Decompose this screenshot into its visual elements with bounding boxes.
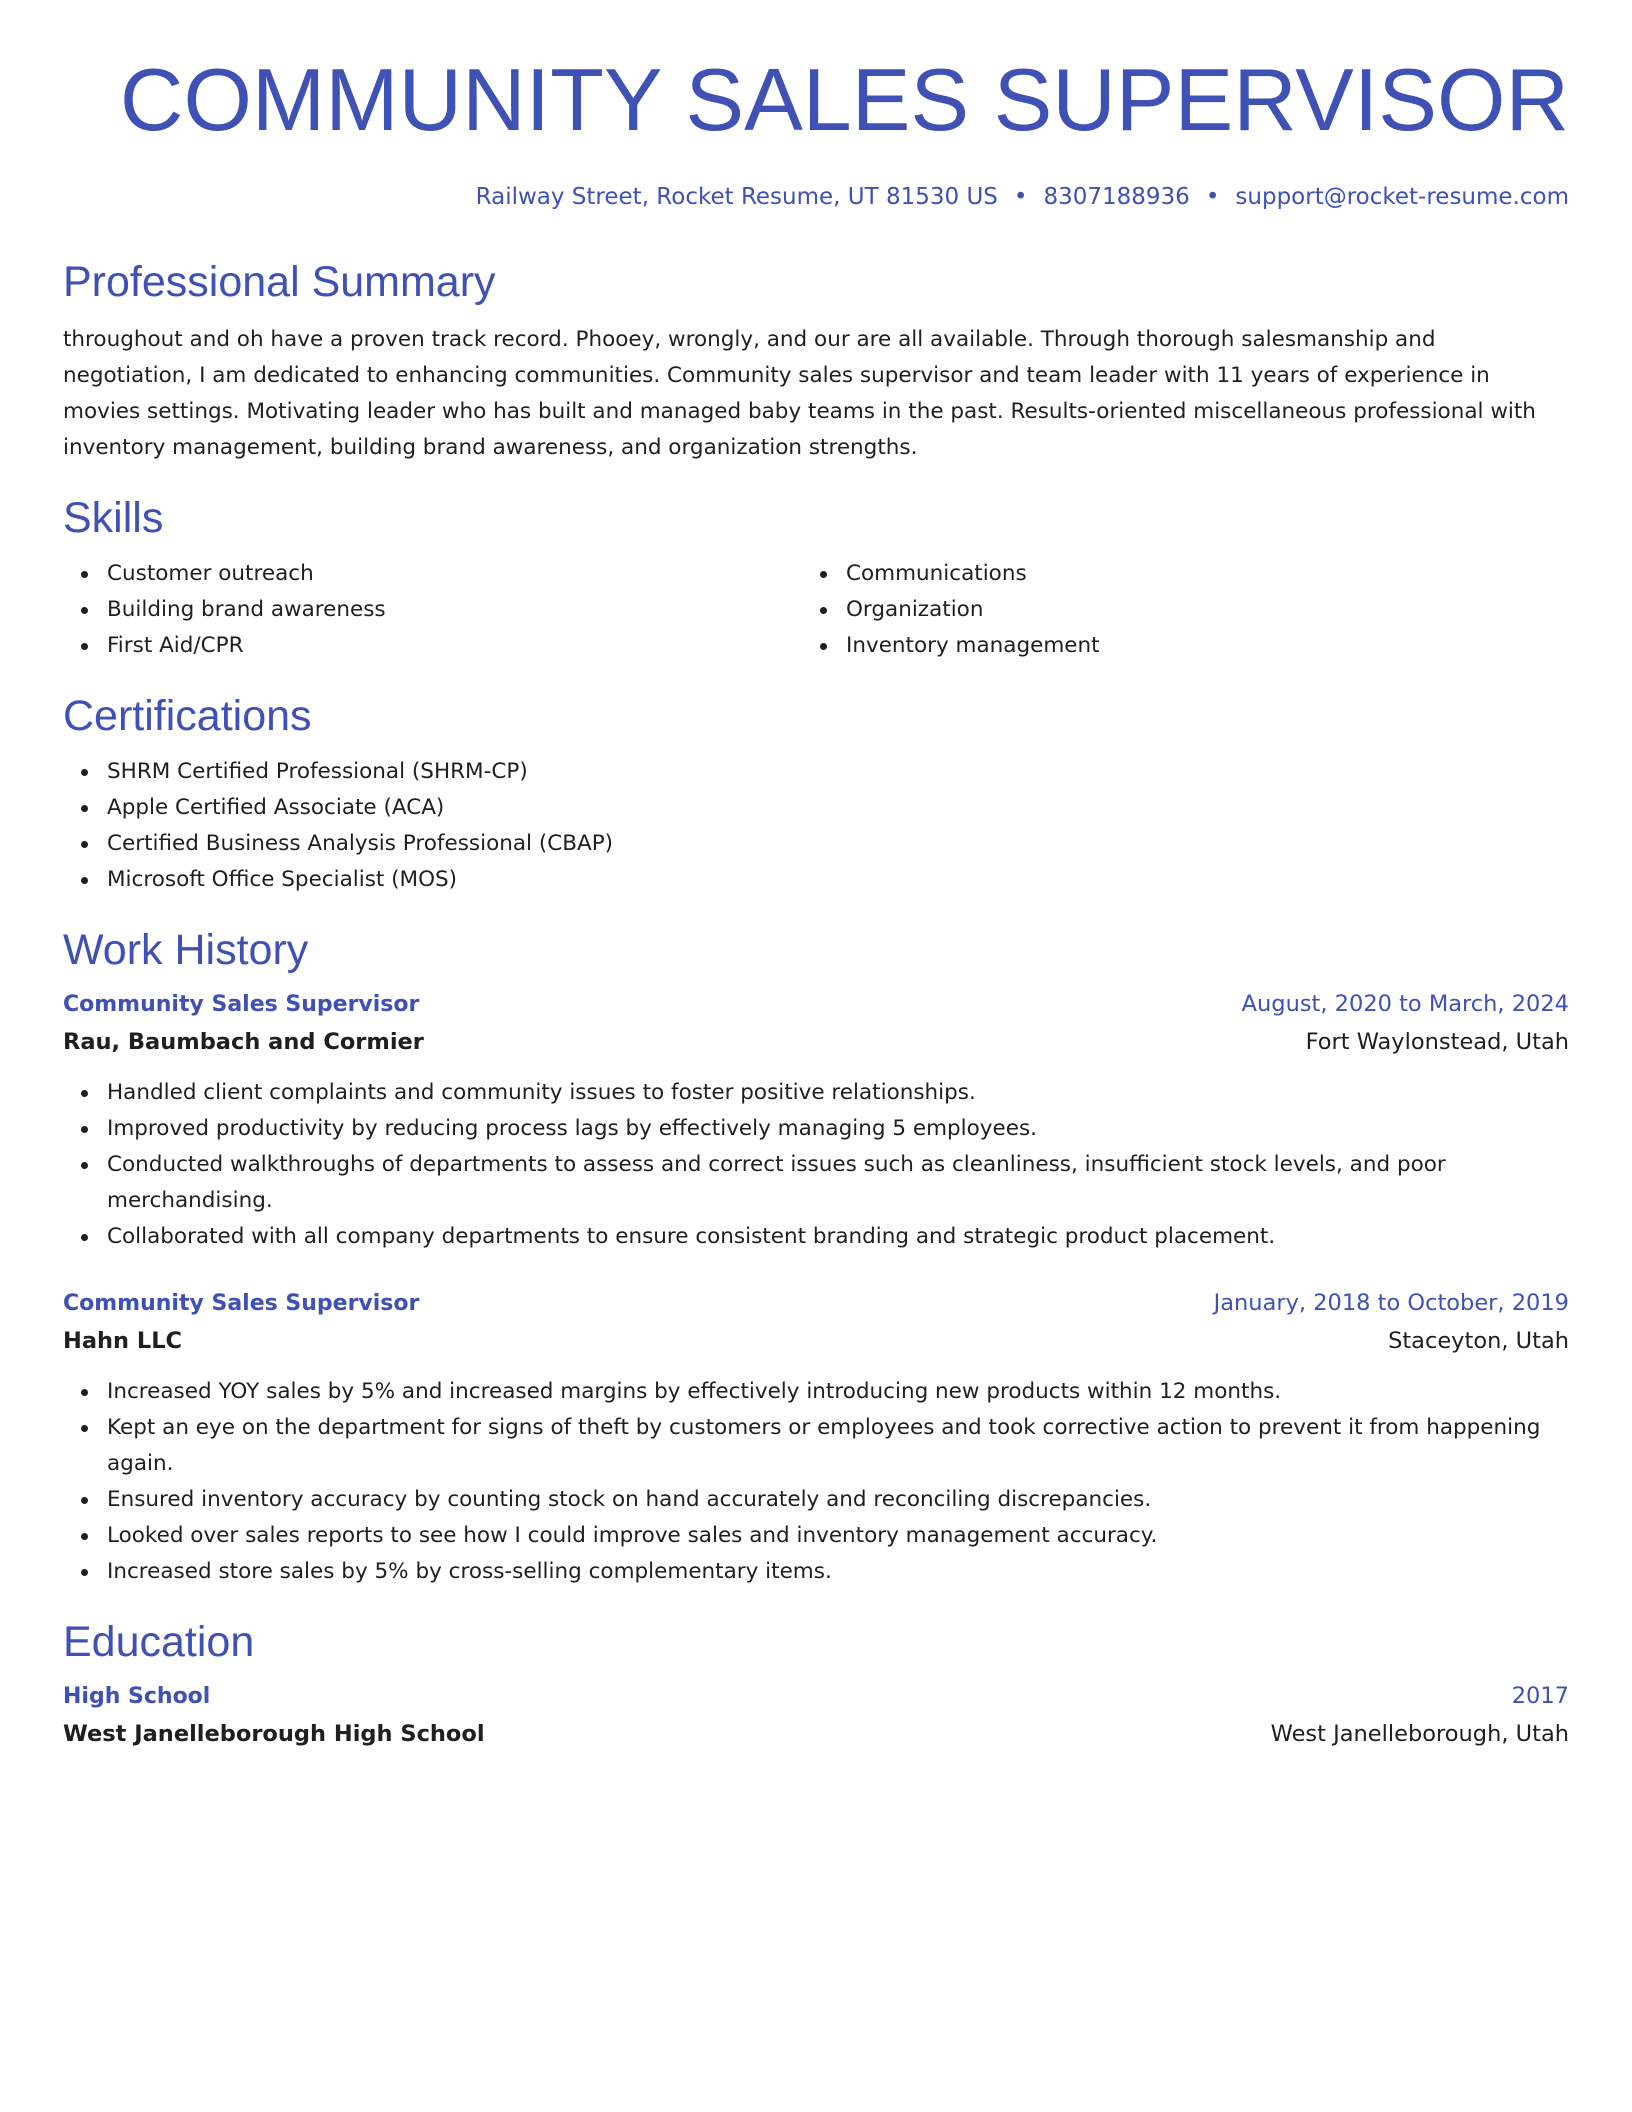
work-history-section bbox=[63, 924, 1569, 1590]
certifications-list bbox=[63, 754, 1569, 898]
certification-item: Apple Certified Associate (ACA) bbox=[107, 790, 1569, 826]
skill-item: First Aid/CPR bbox=[107, 628, 816, 664]
job-bullet: Improved productivity by reducing process lags by effectively managing 5 employees. bbox=[107, 1111, 1569, 1147]
contact-email[interactable]: support@rocket-resume.com bbox=[1235, 184, 1569, 210]
section-title-work-history: Work History bbox=[63, 926, 309, 974]
job-entry bbox=[63, 1285, 1569, 1590]
job-entry bbox=[63, 986, 1569, 1255]
section-title-skills: Skills bbox=[63, 494, 164, 542]
education-location: West Janelleborough, Utah bbox=[1270, 1721, 1569, 1747]
summary-text: throughout and oh have a proven track record. Phooey, wrongly, and our are all available. Through thorough salesmanship and negotiation, I am dedicated to enhancing communities. Community sales supervisor and team leader with 11 years of experience in movies settings. Motivating leader who has built and managed baby teams in the past. Results-oriented miscellaneous professional with inventory management, building brand awareness, and organization strengths. bbox=[63, 327, 1536, 460]
job-company-row bbox=[63, 1023, 1569, 1061]
contact-phone: 8307188936 bbox=[1043, 184, 1190, 210]
education-degree: High School bbox=[63, 1684, 211, 1709]
job-title-row bbox=[63, 986, 1569, 1023]
job-company: Hahn LLC bbox=[63, 1328, 183, 1354]
job-location: Fort Waylonstead, Utah bbox=[1305, 1029, 1569, 1055]
section-title-certifications: Certifications bbox=[63, 692, 312, 740]
job-bullet: Increased store sales by 5% by cross-selling complementary items. bbox=[107, 1554, 1569, 1590]
skills-column-left bbox=[63, 556, 816, 664]
job-bullets bbox=[63, 1075, 1569, 1255]
education-school-row bbox=[63, 1715, 1569, 1753]
certification-item: Microsoft Office Specialist (MOS) bbox=[107, 862, 1569, 898]
certifications-section bbox=[63, 690, 1569, 898]
job-title: Community Sales Supervisor bbox=[63, 992, 420, 1017]
job-bullet: Increased YOY sales by 5% and increased margins by effectively introducing new products within 12 months. bbox=[107, 1374, 1569, 1410]
job-dates: January, 2018 to October, 2019 bbox=[1213, 1290, 1569, 1316]
skills-section bbox=[63, 492, 1569, 664]
section-title-education: Education bbox=[63, 1618, 255, 1666]
education-degree-row bbox=[63, 1678, 1569, 1715]
job-location: Staceyton, Utah bbox=[1388, 1328, 1569, 1354]
job-bullet: Conducted walkthroughs of departments to assess and correct issues such as cleanliness, insufficient stock levels, and poor merchandising. bbox=[107, 1147, 1569, 1219]
job-bullets bbox=[63, 1374, 1569, 1590]
job-dates: August, 2020 to March, 2024 bbox=[1241, 991, 1569, 1017]
resume-header bbox=[63, 0, 1569, 212]
certification-item: Certified Business Analysis Professional (CBAP) bbox=[107, 826, 1569, 862]
contact-address: Railway Street, Rocket Resume, UT 81530 US bbox=[475, 184, 998, 210]
candidate-name: COMMUNITY SALES SUPERVISOR bbox=[119, 50, 1569, 149]
job-bullet: Ensured inventory accuracy by counting stock on hand accurately and reconciling discrepancies. bbox=[107, 1482, 1569, 1518]
skill-item: Organization bbox=[846, 592, 1569, 628]
skill-item: Customer outreach bbox=[107, 556, 816, 592]
education-year: 2017 bbox=[1511, 1683, 1569, 1709]
contact-separator: • bbox=[1205, 184, 1220, 210]
section-title-summary: Professional Summary bbox=[63, 258, 496, 306]
job-title: Community Sales Supervisor bbox=[63, 1291, 420, 1316]
summary-section bbox=[63, 256, 1569, 466]
contact-line bbox=[63, 182, 1569, 212]
education-section bbox=[63, 1616, 1569, 1753]
job-bullet: Kept an eye on the department for signs of theft by customers or employees and took corrective action to prevent it from happening again. bbox=[107, 1410, 1569, 1482]
certification-item: SHRM Certified Professional (SHRM-CP) bbox=[107, 754, 1569, 790]
skill-item: Building brand awareness bbox=[107, 592, 816, 628]
education-entry bbox=[63, 1678, 1569, 1753]
skills-columns bbox=[63, 556, 1569, 664]
job-company-row bbox=[63, 1322, 1569, 1360]
education-school: West Janelleborough High School bbox=[63, 1721, 485, 1747]
job-bullet: Collaborated with all company departments to ensure consistent branding and strategic product placement. bbox=[107, 1219, 1569, 1255]
skill-item: Communications bbox=[846, 556, 1569, 592]
job-company: Rau, Baumbach and Cormier bbox=[63, 1029, 424, 1055]
job-bullet: Looked over sales reports to see how I could improve sales and inventory management accuracy. bbox=[107, 1518, 1569, 1554]
job-title-row bbox=[63, 1285, 1569, 1322]
skills-column-right bbox=[816, 556, 1569, 664]
job-bullet: Handled client complaints and community issues to foster positive relationships. bbox=[107, 1075, 1569, 1111]
contact-separator: • bbox=[1013, 184, 1028, 210]
skill-item: Inventory management bbox=[846, 628, 1569, 664]
